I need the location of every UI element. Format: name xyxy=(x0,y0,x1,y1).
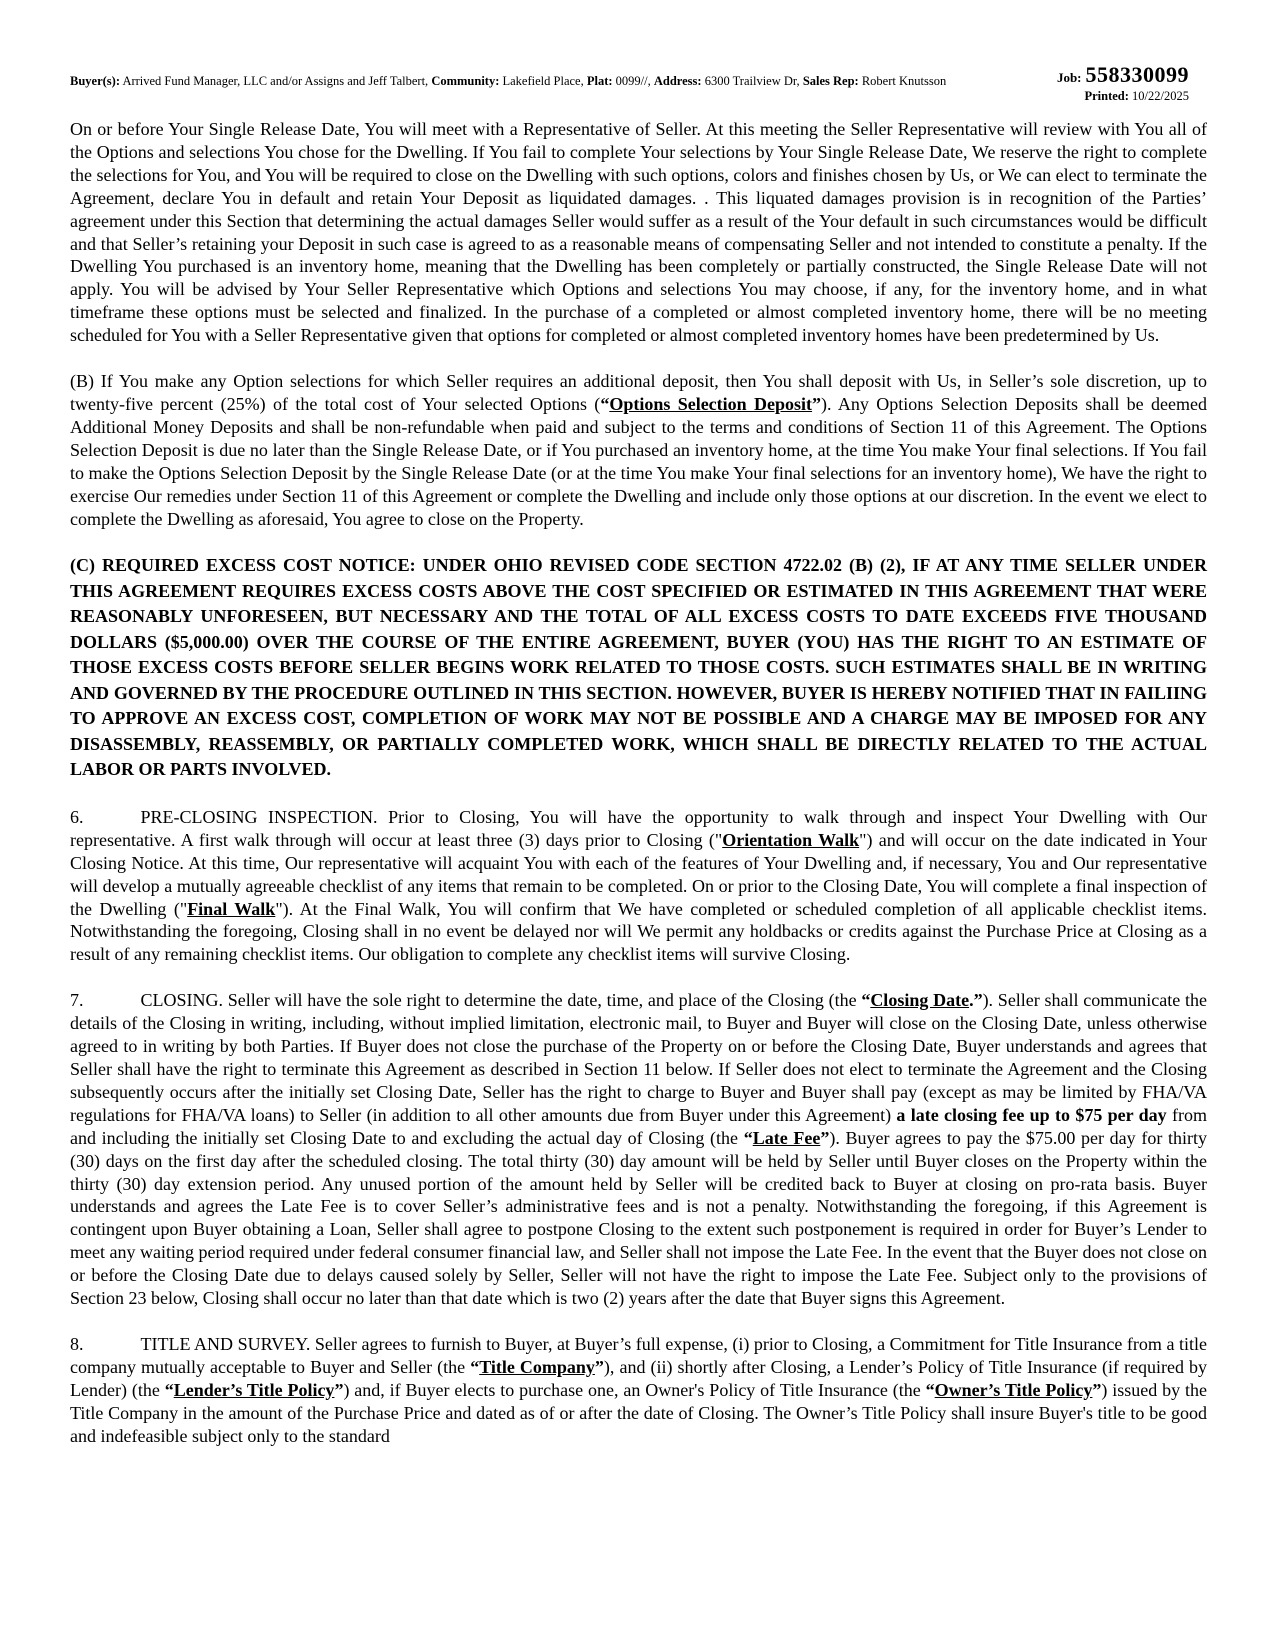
text-run: ). Any Options Selection Deposits shall be deemed Additional Money Deposits and shall be non-refundable when paid and subject to the terms and conditions of Section 11 of this Agreement. The Options Selection Deposit is due no later than the Single Release Date, or if You purchased an inventory home, at the time You make Your final selections. If You fail to make the Options Selection Deposit by the Single Release Date (or at the time You make Your final selections for an inventory home), We have the right to exercise Our remedies under Section 11 of this Agreement or complete the Dwelling and include only those options at our discretion. In the event we elect to complete the Dwelling as aforesaid, You agree to close on the Property. xyxy=(70,393,1207,529)
text-run: Options Selection Deposit xyxy=(609,393,813,414)
job-number xyxy=(1057,64,1189,86)
text-run: TITLE AND SURVEY. Seller agrees to furnish to Buyer, at Buyer’s full expense, (i) prior to Closing, a Commitment for Title Insurance from a title company mutually acceptable to Buyer and Seller (the xyxy=(70,1333,1207,1377)
text-run: a late closing fee up to $75 per day xyxy=(896,1104,1167,1125)
text-run: from and including the initially set Closing Date to and excluding the actual day of Closing (the xyxy=(70,1104,1207,1148)
text-run: Owner’s Title Policy xyxy=(934,1379,1093,1400)
buyers-label: Buyer(s): xyxy=(70,74,120,88)
text-run: .” xyxy=(969,990,983,1011)
text-run: 7. xyxy=(70,990,84,1011)
paragraph-7-closing xyxy=(70,989,1207,1310)
text-run: ), and (ii) shortly after Closing, a Lender’s Policy of Title Insurance (if required by Lender) (the xyxy=(70,1356,1208,1400)
job-label: Job: xyxy=(1056,70,1082,85)
buyers-value: Arrived Fund Manager, LLC and/or Assigns and Jeff Talbert, xyxy=(122,74,429,88)
text-run: PRE-CLOSING INSPECTION. Prior to Closing, You will have the opportunity to walk through and inspect Your Dwelling with Our representative. A first walk through will occur at least three (3) days prior to Closing (" xyxy=(70,806,1207,850)
text-run: (C) REQUIRED EXCESS COST NOTICE: UNDER OHIO REVISED CODE SECTION 4722.02 (B) (2), IF AT ANY TIME SELLER UNDER THIS AGREEMENT REQUIRES EXCESS COSTS ABOVE THE COST SPECIFIED OR ESTIMATED IN THIS AGREEMENT THAT WERE REASONABLY UNFORESEEN, BUT NECESSARY AND THE TOTAL OF ALL EXCESS COSTS TO DATE EXCEEDS FIVE THOUSAND DOLLARS ($5,000.00) OVER THE COURSE OF THE ENTIRE AGREEMENT, BUYER (YOU) HAS THE RIGHT TO AN ESTIMATE OF THOSE EXCESS COSTS BEFORE SELLER BEGINS WORK RELATED TO THOSE COSTS. SUCH ESTIMATES SHALL BE IN WRITING AND GOVERNED BY THE PROCEDURE OUTLINED IN THIS SECTION. HOWEVER, BUYER IS HEREBY NOTIFIED THAT IN FAILIING TO APPROVE AN EXCESS COST, COMPLETION OF WORK MAY NOT BE POSSIBLE AND A CHARGE MAY BE IMPOSED FOR ANY DISASSEMBLY, REASSEMBLY, OR PARTIALLY COMPLETED WORK, WHICH SHALL BE DIRECTLY RELATED TO THE ACTUAL LABOR OR PARTS INVOLVED. xyxy=(70,555,1207,780)
text-run: 8. xyxy=(70,1333,84,1354)
community-value: Lakefield Place, xyxy=(502,74,584,88)
text-run: (B) If You make any Option selections for which Seller requires an additional deposit, then You shall deposit with Us, in Seller’s sole discretion, up to twenty-five percent (25%) of the total cost of Your selected Options ( xyxy=(70,371,1207,414)
text-run: “ xyxy=(600,393,610,414)
paragraph-b-options-selection-deposit xyxy=(70,370,1207,530)
job-value: 558330099 xyxy=(1085,62,1189,87)
job-info-block xyxy=(1057,64,1207,104)
text-run: ” xyxy=(1092,1379,1102,1400)
plat-value: 0099//, xyxy=(615,74,651,88)
text-run: CLOSING. Seller will have the sole right to determine the date, time, and place of the Closing (the xyxy=(140,990,862,1011)
buyer-info-line xyxy=(70,64,946,90)
text-run: On or before Your Single Release Date, You will meet with a Representative of Seller. At this meeting the Seller Representative will review with You all of the Options and selections You chose for the Dwelling. If You fail to complete Your selections by Your Single Release Date, We reserve the right to complete the selections for You, and You will be required to close on the Dwelling with such options, colors and finishes chosen by Us, or We can elect to terminate the Agreement, declare You in default and retain Your Deposit as liquidated damages. . This liquated damages provision is in recognition of the Parties’ agreement under this Section that determining the actual damages Seller would suffer as a result of the Your default in such circumstances would be difficult and that Seller’s retaining your Deposit in such case is agreed to as a reasonable means of compensating Seller and not intended to constitute a penalty. If the Dwelling You purchased is an inventory home, meaning that the Dwelling has been completely or partially constructed, the Single Release Date will not apply. You will be advised by Your Seller Representative which Options and selections You may choose, if any, for the inventory home, and in what timeframe these options must be selected and finalized. In the purchase of a completed or almost completed inventory home, there will be no meeting scheduled for You with a Seller Representative given that options for completed or almost completed inventory homes have been predetermined by Us. xyxy=(70,119,1208,346)
paragraph-8-title-and-survey xyxy=(70,1333,1207,1448)
text-run: ). Seller shall communicate the details of the Closing in writing, including, without implied limitation, electronic mail, to Buyer and Buyer will close on the Closing Date, unless otherwise agreed to in writing by both Parties. If Buyer does not close the purchase of the Property on or before the Closing Date, Buyer understands and agrees that Seller shall have the right to terminate this Agreement as described in Section 11 below. If Seller does not elect to terminate the Agreement and the Closing subsequently occurs after the initially set Closing Date, Seller has the right to charge to Buyer and Buyer shall pay (except as may be limited by FHA/VA regulations for FHA/VA loans) to Seller (in addition to all other amounts due from Buyer under this Agreement) xyxy=(70,990,1207,1125)
text-run: Closing Date xyxy=(870,990,970,1011)
text-run: ” xyxy=(594,1356,604,1377)
text-run: Lender’s Title Policy xyxy=(173,1379,335,1400)
text-run: “ xyxy=(164,1379,174,1400)
text-run: ) issued by the Title Company in the amount of the Purchase Price and dated as of or after the date of Closing. The Owner’s Title Policy shall insure Buyer's title to be good and indefeasible subject only to the standard xyxy=(70,1379,1207,1446)
text-run: ") and will occur on the date indicated in Your Closing Notice. At this time, Our representative will acquaint You with each of the features of Your Dwelling and, if necessary, You and Our representative will develop a mutually agreeable checklist of any items that remain to be completed. On or prior to the Closing Date, You will complete a final inspection of the Dwelling (" xyxy=(70,829,1207,919)
sales-rep-value: Robert Knutsson xyxy=(861,74,947,88)
text-run: “ xyxy=(470,1356,480,1377)
text-run: Orientation Walk xyxy=(722,829,860,850)
address-label: Address: xyxy=(653,74,702,88)
text-run: ” xyxy=(334,1379,344,1400)
paragraph-c-excess-cost-notice xyxy=(70,553,1207,783)
printed-date xyxy=(1057,89,1189,104)
text-run: "). At the Final Walk, You will confirm that We have completed or scheduled completion of all applicable checklist items. Notwithstanding the foregoing, Closing shall in no event be delayed nor will We permit any holdbacks or credits against the Purchase Price at Closing as a result of any remaining checklist items. Our obligation to complete any checklist items will survive Closing. xyxy=(70,898,1208,965)
text-run: ” xyxy=(820,1127,830,1148)
paragraph-6-pre-closing-inspection xyxy=(70,806,1207,966)
sales-rep-label: Sales Rep: xyxy=(802,74,859,88)
plat-label: Plat: xyxy=(586,74,613,88)
text-run: Late Fee xyxy=(752,1127,821,1148)
text-run: ” xyxy=(812,393,822,414)
text-run: ) and, if Buyer elects to purchase one, an Owner's Policy of Title Insurance (the xyxy=(343,1379,926,1400)
text-run: “ xyxy=(743,1127,753,1148)
paragraph-intro-continuation xyxy=(70,118,1207,347)
text-run: 6. xyxy=(70,806,84,827)
text-run: ). Buyer agrees to pay the $75.00 per day for thirty (30) days on the first day after the scheduled closing. The total thirty (30) day amount will be held by Seller until Buyer closes on the Property within the thirty (30) day extension period. Any unused portion of the amount held by Seller will be credited back to Buyer at closing on pro-rata basis. Buyer understands and agrees the Late Fee is to cover Seller’s administrative fees and is not a penalty. Notwithstanding the foregoing, if this Agreement is contingent upon Buyer obtaining a Loan, Seller shall agree to postpone Closing to the extent such postponement is required in order for Buyer’s Lender to meet any waiting period required under federal consumer financial law, and Seller shall not impose the Late Fee. In the event that the Buyer does not close on or before the Closing Date due to delays caused solely by Seller, Seller will not have the right to impose the Late Fee. Subject only to the provisions of Section 23 below, Closing shall occur no later than that date which is two (2) years after the date that Buyer signs this Agreement. xyxy=(70,1127,1207,1309)
printed-label: Printed: xyxy=(1084,89,1129,103)
text-run: “ xyxy=(861,990,871,1011)
page-header xyxy=(70,64,1207,104)
printed-value: 10/22/2025 xyxy=(1132,89,1189,103)
text-run: Final Walk xyxy=(187,898,276,919)
text-run: “ xyxy=(925,1379,935,1400)
community-label: Community: xyxy=(431,74,500,88)
text-run: Title Company xyxy=(479,1356,595,1377)
address-value: 6300 Trailview Dr, xyxy=(704,74,800,88)
